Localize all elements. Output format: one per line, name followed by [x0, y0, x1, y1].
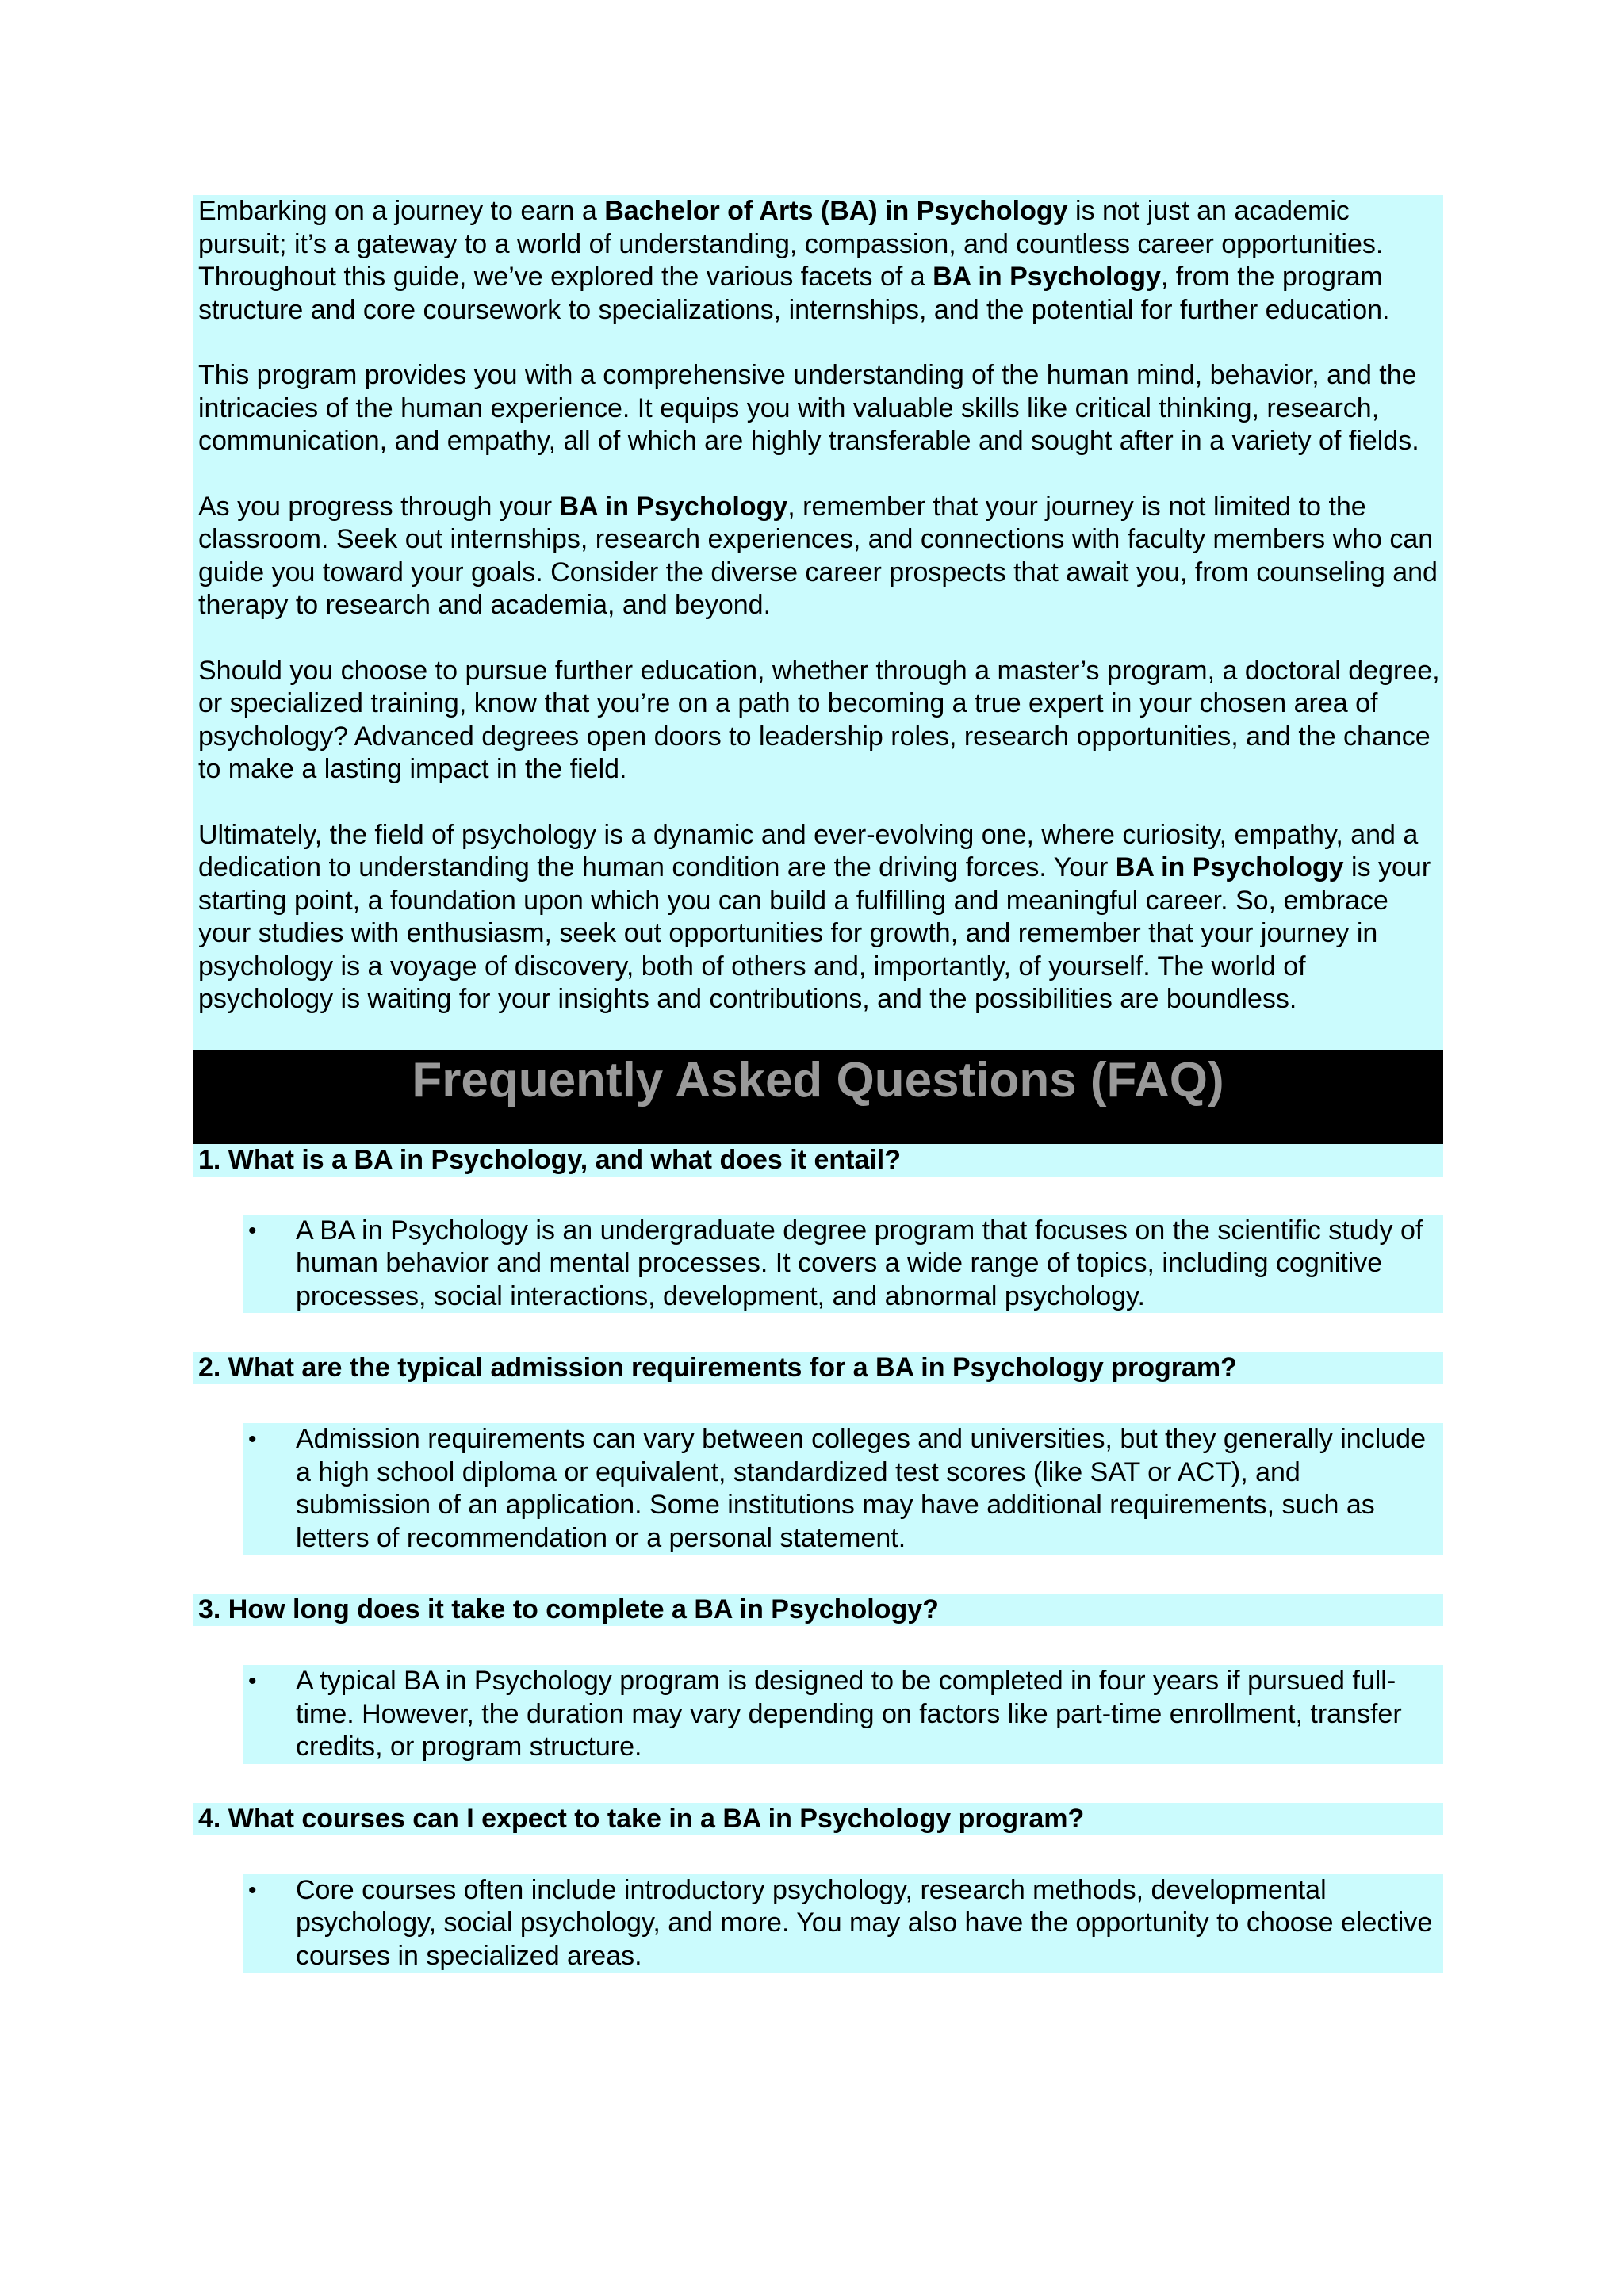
- bold-text: BA in Psychology: [1115, 852, 1344, 882]
- faq-answer-text: A BA in Psychology is an undergraduate degree program that focuses on the scientific study of human behavior and mental processes. It covers a wide range of topics, including cognitive processes, social interactions, development, and abnormal psychology.: [296, 1215, 1423, 1311]
- text-span: , remember that your journey is not limited to the classroom. Seek out internships, research experiences, and connections with faculty members who can guide you toward your goals. Consider the diverse career prospects that await you, from counseling and therapy to research and academia, and beyond.: [198, 491, 1438, 620]
- faq-answer-1: [243, 1215, 1443, 1314]
- faq-answer-text: A typical BA in Psychology program is designed to be completed in four years if pursued full-time. However, the duration may vary depending on factors like part-time enrollment, transfer credits, or program structure.: [296, 1666, 1402, 1762]
- text-span: As you progress through your: [198, 491, 560, 522]
- faq-question-1: 1. What is a BA in Psychology, and what does it entail?: [193, 1144, 1443, 1177]
- intro-paragraph-5: [198, 819, 1443, 1016]
- text-span: is not just an academic pursuit; it’s a gateway to a world of understanding, compassion, and countless career opportunities. Throughout this guide, we’ve explored the various facets of a: [198, 196, 1384, 292]
- faq-question-4: 4. What courses can I expect to take in a BA in Psychology program?: [193, 1803, 1443, 1835]
- faq-heading: Frequently Asked Questions (FAQ): [412, 1052, 1224, 1108]
- faq-answer-3: [243, 1665, 1443, 1764]
- bullet-icon: •: [248, 1217, 257, 1244]
- faq-question-2: 2. What are the typical admission requirements for a BA in Psychology program?: [193, 1352, 1443, 1384]
- text-span: , from the program structure and core coursework to specializations, internships, and the potential for further education.: [198, 262, 1390, 325]
- bold-text: BA in Psychology: [559, 491, 788, 522]
- bold-text: Bachelor of Arts (BA) in Psychology: [604, 196, 1068, 226]
- faq-answer-text: Admission requirements can vary between colleges and universities, but they generally include a high school diploma or equivalent, standardized test scores (like SAT or ACT), and submission of an application. Some institutions may have additional requirements, such as letters of recommendation or a personal statement.: [296, 1424, 1426, 1553]
- intro-paragraph-4: Should you choose to pursue further education, whether through a master’s program, a doctoral degree, or specialized training, know that you’re on a path to becoming a true expert in your chosen area of psychology? Advanced degrees open doors to leadership roles, research opportunities, and the chance to make a lasting impact in the field.: [198, 655, 1440, 784]
- bullet-icon: •: [248, 1426, 257, 1452]
- faq-answer-4: [243, 1874, 1443, 1973]
- faq-question-3: 3. How long does it take to complete a BA in Psychology?: [193, 1594, 1443, 1626]
- intro-paragraph-3: [198, 491, 1443, 622]
- conclusion-section: [193, 195, 1443, 1050]
- bullet-icon: •: [248, 1877, 257, 1904]
- intro-paragraph-2: This program provides you with a comprehensive understanding of the human mind, behavior, and the intricacies of the human experience. It equips you with valuable skills like critical thinking, research, communication, and empathy, all of which are highly transferable and sought after in a variety of fields.: [198, 360, 1419, 456]
- text-span: Embarking on a journey to earn a: [198, 196, 605, 226]
- text-span: Ultimately, the field of psychology is a dynamic and ever-evolving one, where curiosity, empathy, and a dedication to understanding the human condition are the driving forces. Your: [198, 819, 1419, 882]
- text-span: is your starting point, a foundation upon which you can build a fulfilling and meaningful career. So, embrace your studies with enthusiasm, seek out opportunities for growth, and remember that your journey in psychology is a voyage of discovery, both of others and, importantly, of yourself. The world of psychology is waiting for your insights and contributions, and the possibilities are boundless.: [198, 852, 1431, 1014]
- bold-text: BA in Psychology: [933, 262, 1161, 292]
- bullet-icon: •: [248, 1668, 257, 1694]
- faq-answer-text: Core courses often include introductory psychology, research methods, developmental psychology, social psychology, and more. You may also have the opportunity to choose elective courses in specialized areas.: [296, 1874, 1433, 1971]
- faq-banner: [193, 1050, 1443, 1144]
- faq-answer-2: [243, 1423, 1443, 1555]
- document-page: [193, 195, 1443, 1973]
- intro-paragraph-1: [198, 195, 1443, 327]
